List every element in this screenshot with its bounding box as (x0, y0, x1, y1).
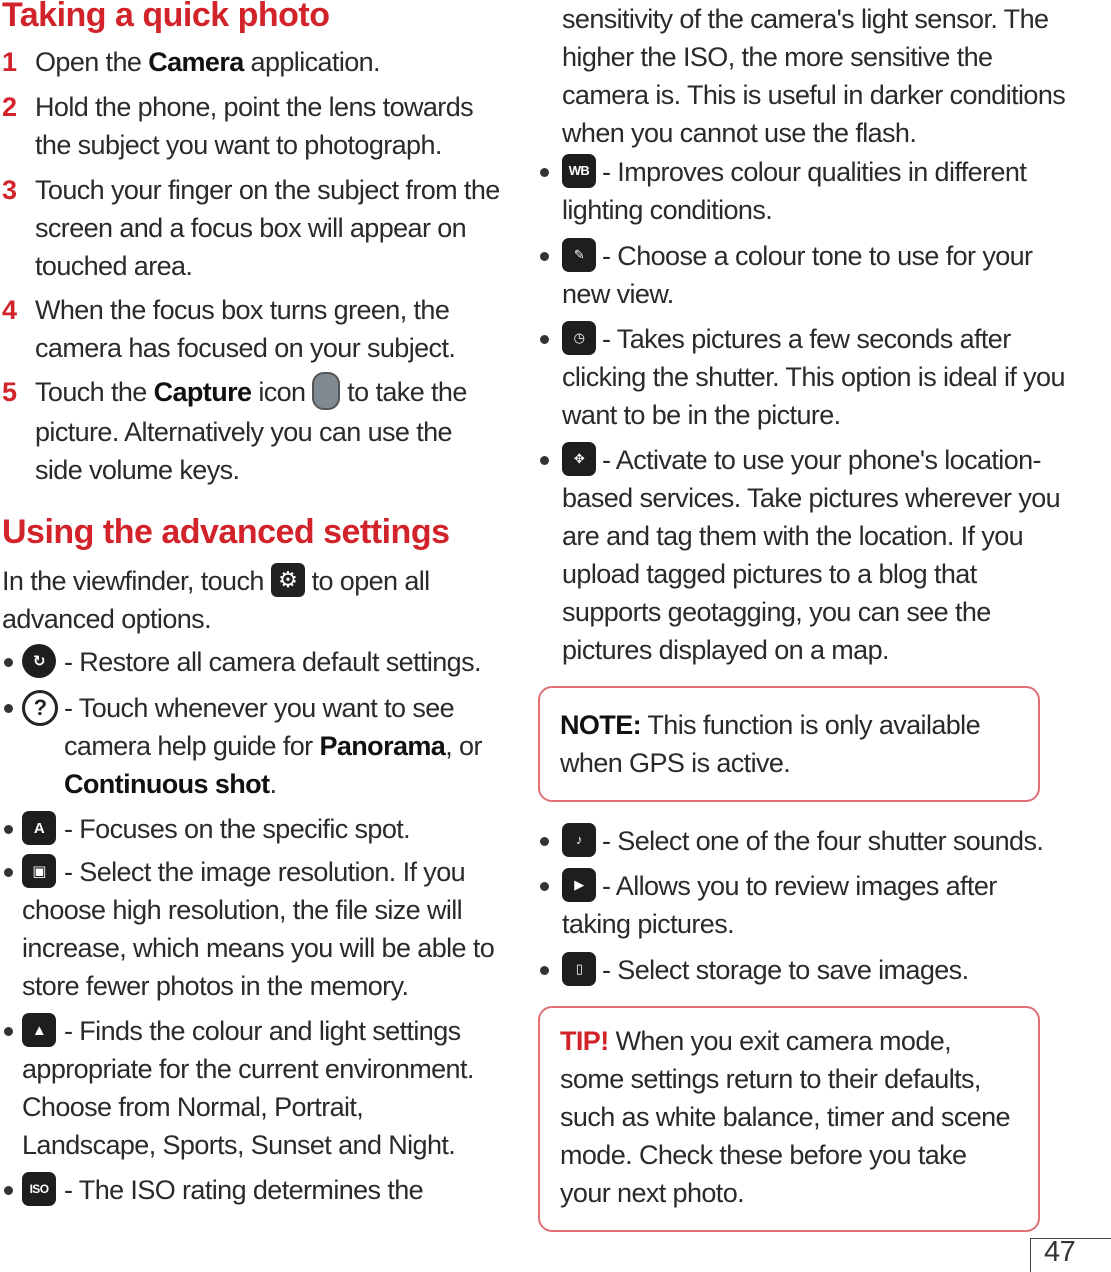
resolution-icon: ▣ (22, 854, 56, 888)
bullet-dot (540, 252, 549, 261)
bullet-text: - The ISO rating determines the (64, 1175, 424, 1205)
step-number: 2 (2, 92, 17, 122)
bullet-text: - Focuses on the specific spot. (64, 814, 411, 844)
panorama-label: Panorama (319, 731, 446, 761)
step-text: to take the picture. Alternatively you can use the side volume keys. (35, 377, 467, 485)
bullet-dot (540, 837, 549, 846)
bullet-text: - Allows you to review images after taking pictures. (562, 871, 997, 939)
reset-icon: ↻ (22, 644, 56, 678)
tip-box (538, 1006, 1040, 1232)
iso-continued-text: sensitivity of the camera's light sensor. The higher the ISO, the more sensitive the camera is. This is useful in darker conditions when you cannot use the flash. (562, 4, 1066, 148)
note-box (538, 686, 1040, 802)
bullet-dot (540, 882, 549, 891)
shutter-sound-icon: ♪ (562, 823, 596, 857)
settings-gear-icon: ⚙ (271, 563, 305, 597)
bullet-text: - Select storage to save images. (602, 955, 969, 985)
bullet-dot (540, 966, 549, 975)
capture-icon (312, 372, 340, 410)
bullet-text: . (269, 769, 277, 799)
review-icon: ▶ (562, 868, 596, 902)
white-balance-icon: WB (562, 154, 596, 188)
bullet-text: - Takes pictures a few seconds after clicking the shutter. This option is ideal if you want to be in the picture. (562, 324, 1065, 430)
intro-paragraph (2, 562, 502, 638)
camera-app-name: Camera (148, 47, 244, 77)
timer-icon: ◷ (562, 321, 596, 355)
step-text: Hold the phone, point the lens towards the subject you want to photograph. (35, 92, 474, 160)
bullet-text: - Finds the colour and light settings appropriate for the current environment. Choose from Normal, Portrait, Landscape, Sports, Sunset and Night. (22, 1016, 474, 1160)
bullet-dot (540, 335, 549, 344)
tip-text: When you exit camera mode, some settings return to their defaults, such as white balance, timer and scene mode. Check these before you take your next photo. (560, 1026, 1010, 1208)
bullet-dot (4, 868, 13, 877)
bullet-dot (4, 704, 13, 713)
note-text: This function is only available when GPS is active. (560, 710, 980, 778)
step-text: Touch your finger on the subject from the screen and a focus box will appear on touched area. (35, 175, 500, 281)
step-number: 4 (2, 295, 17, 325)
continuous-shot-label: Continuous shot (64, 769, 270, 799)
bullet-dot (4, 1027, 13, 1036)
bullet-dot (4, 825, 13, 834)
page-number-rule-vertical (1030, 1238, 1031, 1272)
iso-icon: ISO (22, 1172, 56, 1206)
bullet-text: - Touch whenever you want to see camera help guide for (64, 693, 455, 761)
geotag-icon: ✥ (562, 442, 596, 476)
capture-label: Capture (153, 377, 252, 407)
bullet-dot (540, 456, 549, 465)
colour-effect-icon: ✎ (562, 238, 596, 272)
bullet-dot (540, 168, 549, 177)
step-text: icon (251, 377, 313, 407)
storage-icon: ▯ (562, 952, 596, 986)
step-number: 5 (2, 377, 17, 407)
scene-mode-icon: ▲ (22, 1013, 56, 1047)
page-number: 47 (1044, 1236, 1076, 1268)
section-title-advanced-settings: Using the advanced settings (2, 513, 450, 551)
step-text: Open the (35, 47, 149, 77)
bullet-text: - Improves colour qualities in different lighting conditions. (562, 157, 1027, 225)
step-text: When the focus box turns green, the camera has focused on your subject. (35, 295, 456, 363)
tip-label: TIP! (560, 1026, 609, 1056)
help-icon: ? (22, 690, 58, 726)
step-text: Touch the (35, 377, 154, 407)
section-title-quick-photo: Taking a quick photo (2, 0, 330, 34)
bullet-text: , or (445, 731, 482, 761)
note-label: NOTE: (560, 710, 641, 740)
bullet-dot (4, 658, 13, 667)
bullet-text: - Select one of the four shutter sounds. (602, 826, 1044, 856)
focus-icon: A (22, 811, 56, 845)
bullet-text: - Restore all camera default settings. (64, 647, 481, 677)
bullet-text: - Activate to use your phone's location-based services. Take pictures wherever you are and tag them with the location. If you upload tagged pictures to a blog that supports geotagging, you can see the pictures displayed on a map. (562, 445, 1061, 665)
intro-text: to open all advanced options. (2, 566, 430, 634)
step-text: application. (243, 47, 380, 77)
step-number: 1 (2, 47, 17, 77)
bullet-text: - Select the image resolution. If you choose high resolution, the file size will increase, which means you will be able to store fewer photos in the memory. (22, 857, 495, 1001)
step-number: 3 (2, 175, 17, 205)
intro-text: In the viewfinder, touch (2, 566, 271, 596)
bullet-text: - Choose a colour tone to use for your new view. (562, 241, 1033, 309)
bullet-dot (4, 1186, 13, 1195)
